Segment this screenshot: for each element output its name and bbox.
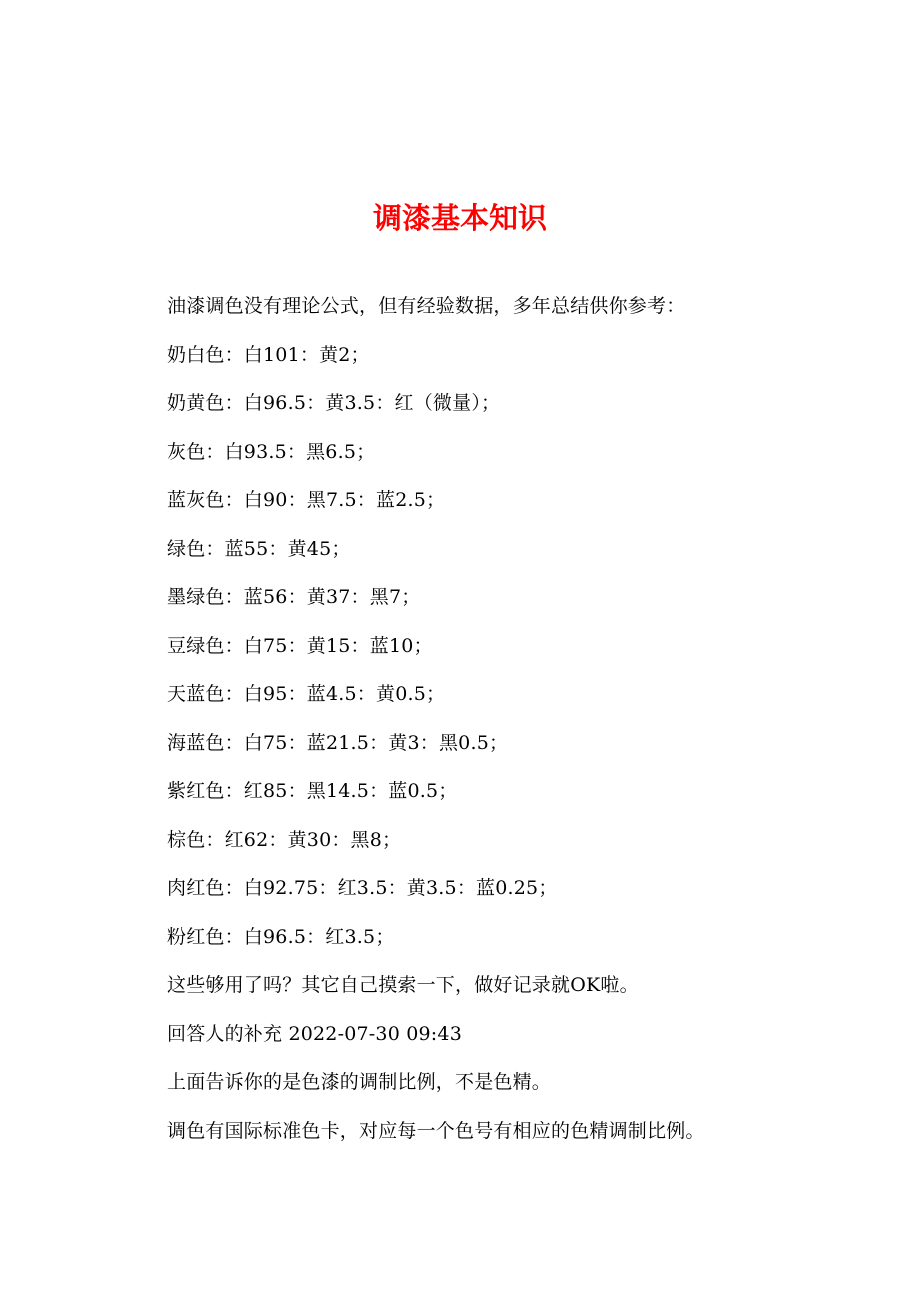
supplement-header: 回答人的补充 2022-07-30 09:43 (167, 1022, 462, 1045)
supplement-paragraph: 调色有国际标准色卡，对应每一个色号有相应的色精调制比例。 (167, 1119, 705, 1142)
supplement-paragraph: 上面告诉你的是色漆的调制比例，不是色精。 (167, 1071, 552, 1093)
recipe-line: 肉红色：白92.75：红3.5：黄3.5：蓝0.25； (167, 877, 558, 899)
recipe-line: 奶黄色：白96.5：黄3.5：红（微量）； (167, 392, 501, 414)
recipe-line: 粉红色：白96.5：红3.5； (167, 925, 395, 948)
recipe-line: 紫红色：红85：黑14.5：蓝0.5； (167, 780, 458, 802)
recipe-line: 豆绿色：白75：黄15：蓝10； (167, 634, 433, 657)
recipe-line: 海蓝色：白75：蓝21.5：黄3：黑0.5； (167, 731, 509, 754)
closing-paragraph: 这些够用了吗？其它自己摸索一下，做好记录就OK啦。 (167, 974, 639, 996)
document-body (167, 282, 887, 1155)
recipe-line: 奶白色：白101：黄2； (167, 343, 370, 366)
intro-paragraph: 油漆调色没有理论公式，但有经验数据，多年总结供你参考： (167, 295, 686, 317)
recipe-line: 天蓝色：白95：蓝4.5：黄0.5； (167, 683, 446, 705)
recipe-line: 棕色：红62：黄30：黑8； (167, 828, 402, 851)
recipe-line: 墨绿色：蓝56：黄37：黑7； (167, 586, 421, 608)
recipe-line: 绿色：蓝55：黄45； (167, 537, 351, 560)
document-title: 调漆基本知识 (372, 201, 547, 235)
recipe-line: 灰色：白93.5：黑6.5； (167, 440, 376, 463)
recipe-line: 蓝灰色：白90：黑7.5：蓝2.5； (167, 489, 446, 511)
